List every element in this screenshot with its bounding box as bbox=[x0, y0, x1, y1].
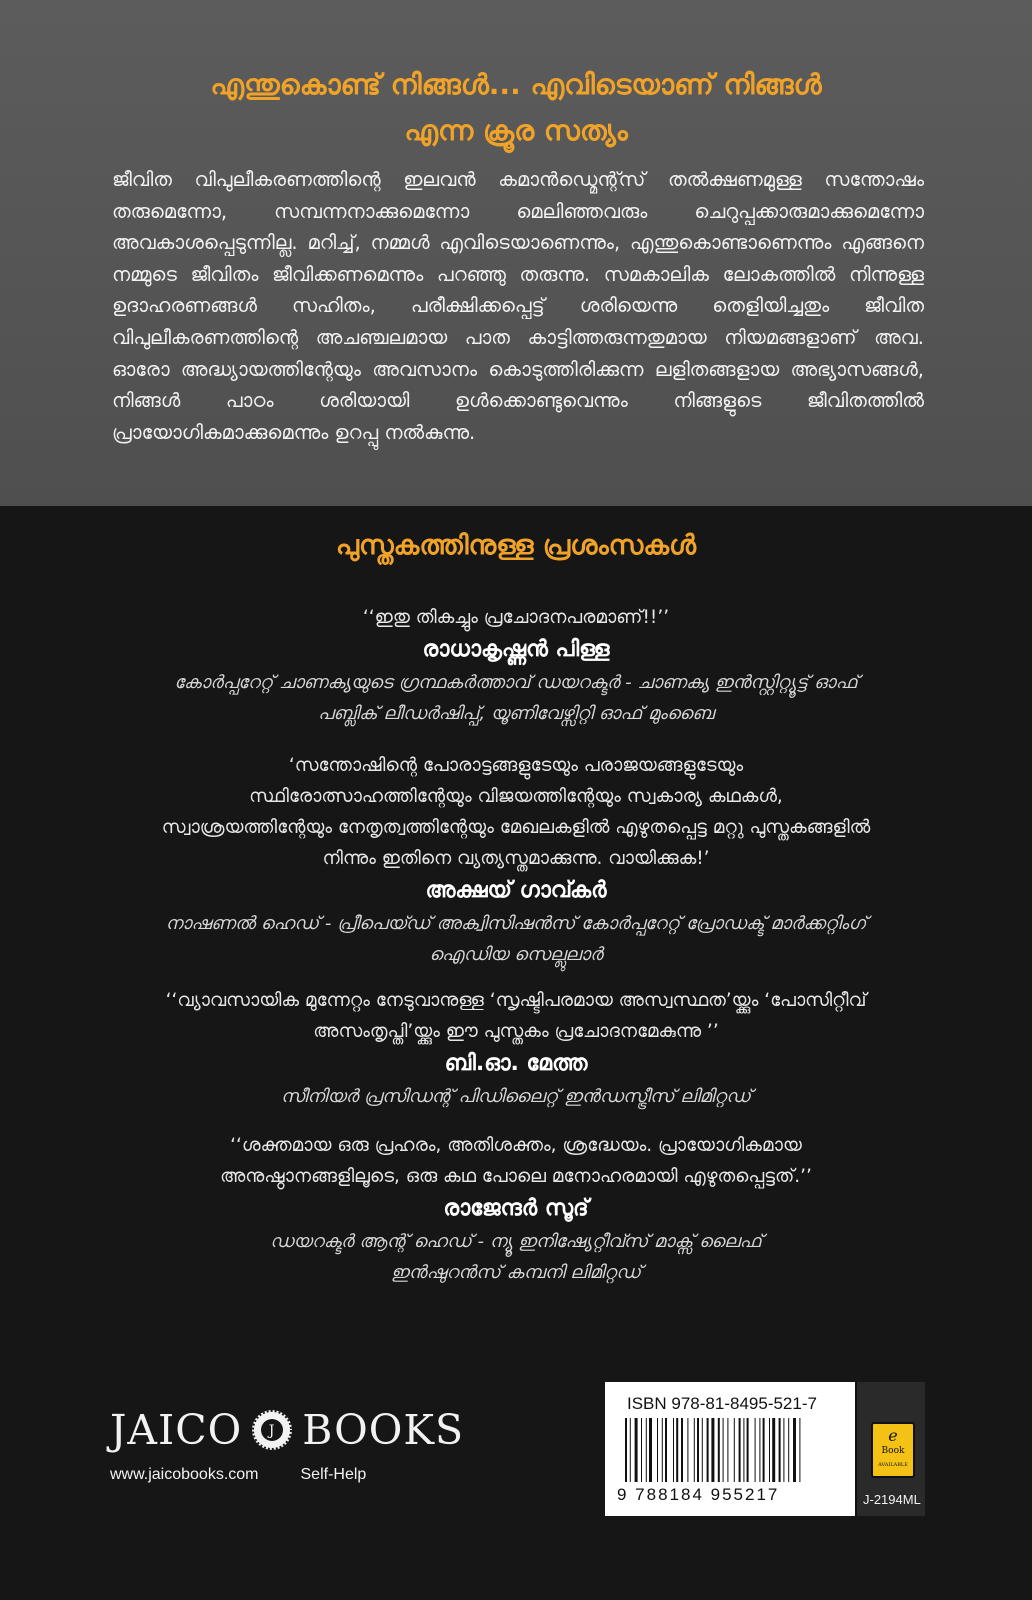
publisher-block bbox=[110, 1406, 464, 1484]
barcode-bar bbox=[707, 1418, 709, 1482]
headline-line-2: എന്ന ക്രൂര സത്യം bbox=[404, 114, 628, 147]
barcode-bar bbox=[739, 1418, 741, 1482]
barcode-bar bbox=[711, 1418, 714, 1482]
badge-letter: e bbox=[888, 1426, 898, 1445]
publisher-website[interactable]: www.jaicobooks.com bbox=[110, 1466, 259, 1483]
reviewer-role: നാഷണൽ ഹെഡ് - പ്രീപെയ്ഡ് അക്വിസിഷൻസ് കോർപ്പറേറ്റ് പ്രോഡക്ട് മാർക്കറ്റിംഗ് bbox=[165, 913, 867, 934]
barcode-bar bbox=[676, 1418, 678, 1482]
review-quote: അസംതൃപ്തി’യ്ക്കും ഈ പുസ്തകം പ്രചോദനമേകുന്നു ’’ bbox=[313, 1021, 719, 1042]
praise-heading: പുസ്തകത്തിനുള്ള പ്രശംസകൾ bbox=[335, 530, 697, 561]
reviewer-role: കോർപ്പറേറ്റ് ചാണക്യയുടെ ഗ്രന്ഥകർത്താവ് ഡയറക്ടർ - ചാണക്യ ഇൻസ്റ്റിറ്റ്യൂട്ട് ഓഫ് bbox=[174, 672, 858, 693]
isbn-barcode bbox=[605, 1382, 923, 1516]
synopsis-panel bbox=[0, 0, 1032, 506]
barcode-bar bbox=[779, 1418, 781, 1482]
barcode-bar bbox=[763, 1418, 765, 1482]
reviewer-name: ബി.ഓ. മേത്ത bbox=[444, 1051, 588, 1076]
reviewer-role: പബ്ലിക് ലീഡർഷിപ്പ്, യൂണിവേഴ്സിറ്റി ഓഫ് മുംബൈ bbox=[318, 703, 714, 724]
publisher-name-left: JAICO bbox=[110, 1406, 243, 1454]
barcode-bar bbox=[793, 1418, 796, 1482]
barcode-bar bbox=[759, 1418, 760, 1482]
reviewer-role: സീനിയർ പ്രസിഡന്റ് പിഡിലൈറ്റ് ഇൻഡസ്ട്രീസ് ലിമിറ്റഡ് bbox=[281, 1086, 751, 1107]
barcode-bar bbox=[734, 1418, 735, 1482]
barcode-bar bbox=[718, 1418, 720, 1482]
isbn-label: ISBN 978-81-8495-521-7 bbox=[627, 1394, 817, 1413]
barcode-digits: 9 788184 955217 bbox=[617, 1485, 780, 1504]
ebook-strip bbox=[855, 1382, 925, 1516]
review-quote: ‘‘വ്യാവസായിക മുന്നേറ്റം നേടുവാനുള്ള ‘സൃഷ്ടിപരമായ അസ്വസ്ഥത’യ്ക്കും ‘പോസിറ്റീവ് bbox=[165, 990, 867, 1011]
review-quote: സ്വാശ്രയത്തിന്റേയും നേതൃത്വത്തിന്റേയും മേഖലകളിൽ എഴുതപ്പെട്ട മറ്റു പുസ്തകങ്ങളിൽ bbox=[161, 817, 871, 838]
barcode-bar bbox=[657, 1418, 658, 1482]
barcode-bar bbox=[799, 1418, 800, 1482]
reviewer-name: രാജേന്ദർ സൂദ് bbox=[443, 1196, 589, 1221]
barcode-bar bbox=[649, 1418, 652, 1482]
barcode-bar bbox=[646, 1418, 647, 1482]
review-quote: ‘‘ഇതു തികച്ചും പ്രചോദനപരമാണ്!!’’ bbox=[362, 607, 670, 628]
barcode-bar bbox=[743, 1418, 744, 1482]
reviewer-role: ഡയറക്ടർ ആന്റ് ഹെഡ് - ന്യൂ ഇനിഷ്യേറ്റീവ്സ് മാക്സ് ലൈഫ് bbox=[270, 1231, 762, 1252]
badge-word: Book bbox=[881, 1446, 905, 1456]
review-quote: സ്ഥിരോത്സാഹത്തിന്റേയും വിജയത്തിന്റേയും സ്വകാര്യ കഥകൾ, bbox=[249, 786, 783, 807]
review-quote: ‘സന്തോഷിന്റെ പോരാട്ടങ്ങളുടേയും പരാജയങ്ങളുടേയും bbox=[288, 755, 744, 776]
barcode-bar bbox=[665, 1418, 667, 1482]
book-category: Self-Help bbox=[300, 1466, 367, 1483]
review-quote: ‘‘ശക്തമായ ഒരു പ്രഹരം, അതിശക്തം, ശ്രദ്ധേയം. പ്രായോഗികമായ bbox=[230, 1135, 802, 1156]
barcode-bar bbox=[635, 1418, 638, 1482]
barcode-bar bbox=[788, 1418, 789, 1482]
barcode-bar bbox=[641, 1418, 642, 1482]
sun-logo-icon bbox=[252, 1410, 292, 1450]
review-2 bbox=[100, 750, 932, 970]
barcode-bar bbox=[727, 1418, 728, 1482]
barcode-bar bbox=[630, 1418, 631, 1482]
ebook-available-icon bbox=[871, 1422, 915, 1478]
logo-letter: J bbox=[268, 1423, 276, 1439]
barcode-bar bbox=[625, 1418, 627, 1482]
barcode-bar bbox=[772, 1418, 775, 1482]
product-code: J-2194ML bbox=[863, 1492, 921, 1507]
barcode-bar bbox=[694, 1418, 695, 1482]
review-4 bbox=[100, 1130, 932, 1288]
barcode-bar bbox=[769, 1418, 770, 1482]
reviewer-name: രാധാകൃഷ്ണൻ പിള്ള bbox=[422, 637, 610, 662]
barcode-bar bbox=[673, 1418, 674, 1482]
badge-caption: AVAILABLE bbox=[878, 1462, 908, 1468]
synopsis-text: ജീവിത വിപുലീകരണത്തിന്റെ ഇലവൻ കമാൻഡ്മെന്റ്സ് തൽക്ഷണമുള്ള സന്തോഷം തരുമെന്നോ, സമ്പന്നനാക്കുമെന്നോ മെലിഞ്ഞവരും ചെറുപ്പക്കാരുമാക്കുമെന്നോ അവകാശപ്പെടുന്നില്ല. മറിച്ച്, നമ്മൾ എവിടെയാണെന്നും, എന്തുകൊണ്ടാണെന്നും എങ്ങനെ നമ്മുടെ ജീവിതം ജീവിക്കണമെന്നും പറഞ്ഞു തരുന്നു. സമകാലിക ലോകത്തിൽ നിന്നുള്ള ഉദാഹരണങ്ങൾ സഹിതം, പരീക്ഷിക്കപ്പെട്ട് ശരിയെന്നു തെളിയിച്ചതും ജീവിത വിപുലീകരണത്തിന്റെ അചഞ്ചലമായ പാത കാട്ടിത്തരുന്നതുമായ നിയമങ്ങളാണ് അവ. ഓരോ അദ്ധ്യായത്തിന്റേയും അവസാനം കൊടുത്തിരിക്കുന്ന ലളിതങ്ങളായ അഭ്യാസങ്ങൾ, നിങ്ങൾ പാഠം ശരിയായി ഉൾക്കൊണ്ടുവെന്നും നിങ്ങളുടെ ജീവിതത്തിൽ പ്രായോഗികമാക്കുമെന്നും ഉറപ്പു നൽകുന്നു. bbox=[112, 168, 924, 444]
reviewer-role: ഇൻഷുറൻസ് കമ്പനി ലിമിറ്റഡ് bbox=[391, 1262, 641, 1283]
review-1 bbox=[100, 602, 932, 729]
barcode-bar bbox=[783, 1418, 784, 1482]
barcode-bar bbox=[702, 1418, 703, 1482]
publisher-logo bbox=[110, 1406, 464, 1454]
review-quote: നിന്നും ഇതിനെ വ്യത്യസ്തമാക്കുന്നു. വായിക്കുക!’ bbox=[322, 848, 710, 869]
barcode-bar bbox=[681, 1418, 683, 1482]
headline-line-1: എന്തുകൊണ്ട് നിങ്ങൾ... എവിടെയാണ് നിങ്ങൾ bbox=[210, 68, 822, 101]
review-3 bbox=[100, 985, 932, 1112]
headline bbox=[0, 62, 1032, 154]
reviewer-role: ഐഡിയ സെല്ലുലാർ bbox=[429, 944, 603, 965]
barcode-bar bbox=[755, 1418, 756, 1482]
barcode-bar bbox=[697, 1418, 699, 1482]
review-quote: അനുഷ്ഠാനങ്ങളിലൂടെ, ഒരു കഥ പോലെ മനോഹരമായി എഴുതപ്പെട്ടത്.’’ bbox=[220, 1166, 812, 1187]
barcode-bar bbox=[687, 1418, 688, 1482]
barcode-bar bbox=[723, 1418, 724, 1482]
barcode-bars-icon bbox=[625, 1418, 851, 1482]
barcode-bar bbox=[747, 1418, 749, 1482]
reviewer-name: അക്ഷയ് ഗാവ്കർ bbox=[425, 878, 607, 903]
publisher-name-right: BOOKS bbox=[302, 1406, 465, 1454]
barcode-bar bbox=[662, 1418, 663, 1482]
